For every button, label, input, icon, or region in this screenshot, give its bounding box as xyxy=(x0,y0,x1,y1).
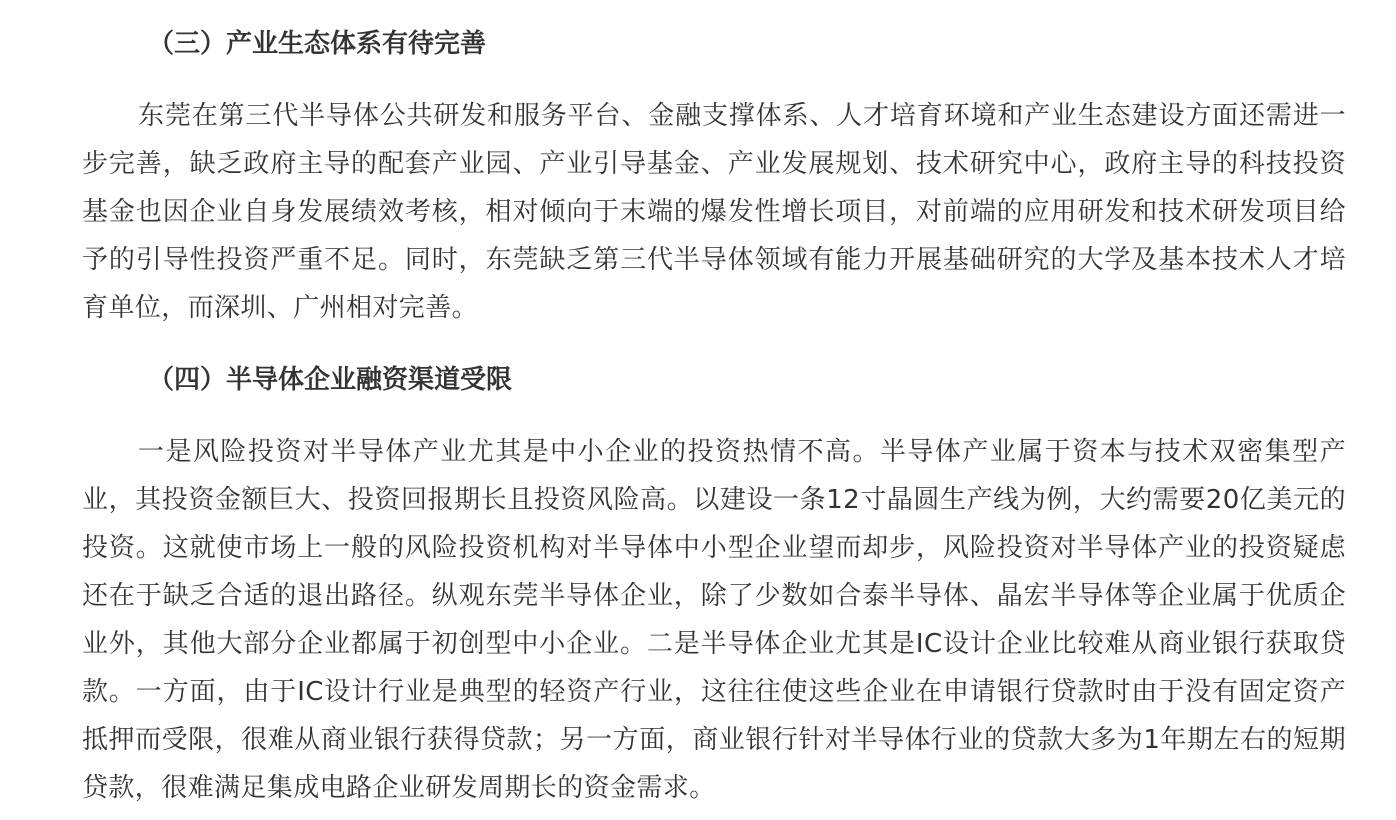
section-heading-ecosystem: （三）产业生态体系有待完善 xyxy=(148,29,487,59)
article-body xyxy=(82,20,1346,812)
section-heading-financing: （四）半导体企业融资渠道受限 xyxy=(148,365,513,395)
section-paragraph-ecosystem: 东莞在第三代半导体公共研发和服务平台、金融支撑体系、人才培育环境和产业生态建设方面还需进一步完善，缺乏政府主导的配套产业园、产业引导基金、产业发展规划、技术研究中心，政府主导的科技投资基金也因企业自身发展绩效考核，相对倾向于末端的爆发性增长项目，对前端的应用研发和技术研发项目给予的引导性投资严重不足。同时，东莞缺乏第三代半导体领域有能力开展基础研究的大学及基本技术人才培育单位，而深圳、广州相对完善。 xyxy=(82,101,1346,323)
section-paragraph-financing: 一是风险投资对半导体产业尤其是中小企业的投资热情不高。半导体产业属于资本与技术双密集型产业，其投资金额巨大、投资回报期长且投资风险高。以建设一条12寸晶圆生产线为例，大约需要20亿美元的投资。这就使市场上一般的风险投资机构对半导体中小型企业望而却步，风险投资对半导体产业的投资疑虑还在于缺乏合适的退出路径。纵观东莞半导体企业，除了少数如合泰半导体、晶宏半导体等企业属于优质企业外，其他大部分企业都属于初创型中小企业。二是半导体企业尤其是IC设计企业比较难从商业银行获取贷款。一方面，由于IC设计行业是典型的轻资产行业，这往往使这些企业在申请银行贷款时由于没有固定资产抵押而受限，很难从商业银行获得贷款；另一方面，商业银行针对半导体行业的贷款大多为1年期左右的短期贷款，很难满足集成电路企业研发周期长的资金需求。 xyxy=(82,437,1346,803)
